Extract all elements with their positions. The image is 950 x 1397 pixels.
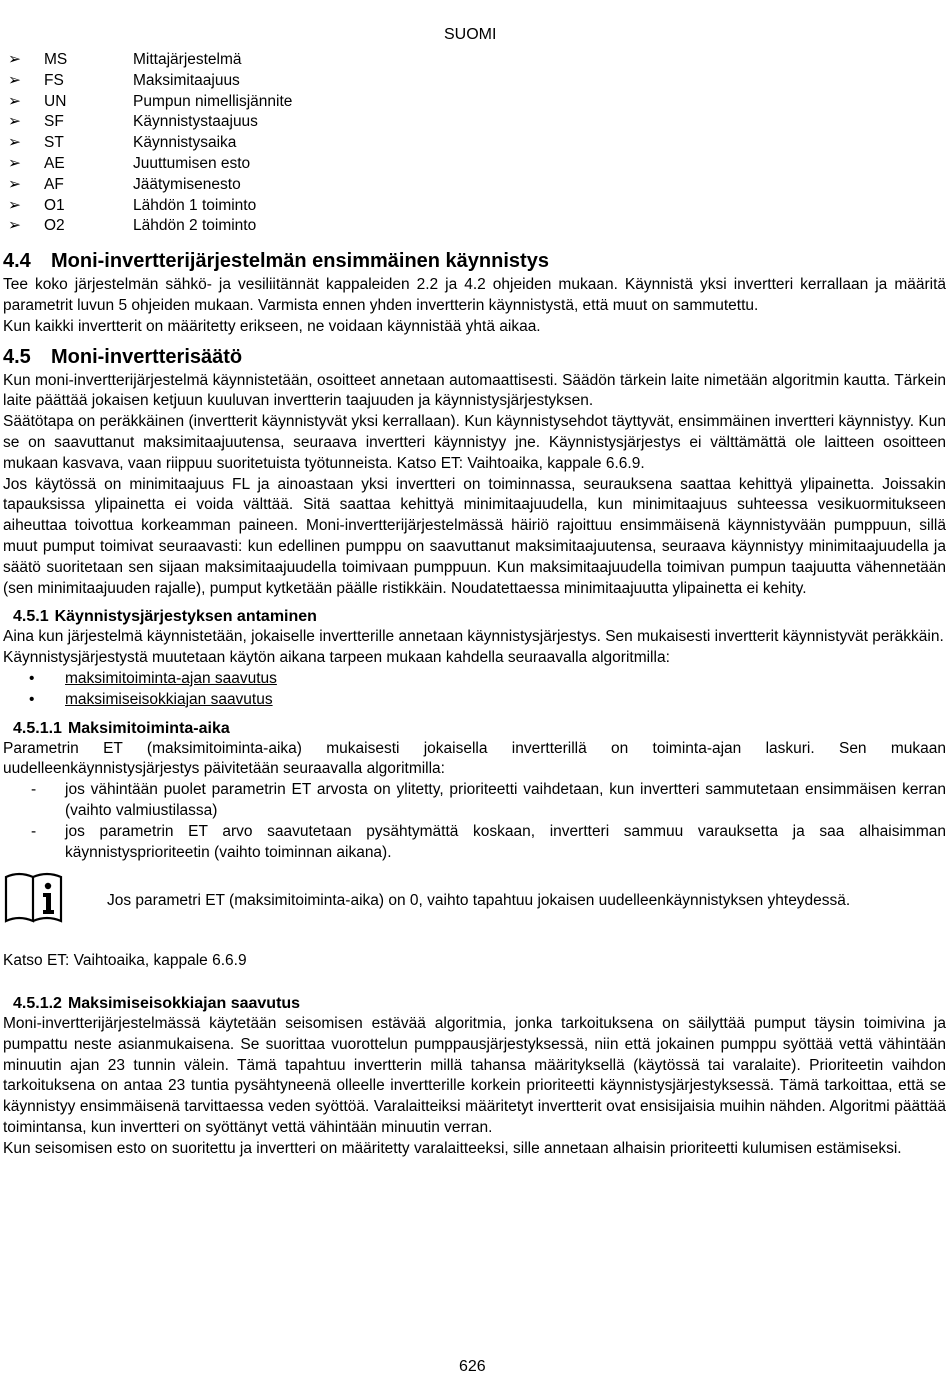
abbreviation-label: Mittajärjestelmä [133, 51, 242, 68]
list-item-text: jos vähintään puolet parametrin ET arvosta on ylitetty, prioriteetti vaihdetaan, kun invertteri sammutetaan ensimmäisen kerran (vaihto valmiustilassa) [65, 781, 946, 819]
dash-list [3, 780, 946, 863]
abbreviation-item [3, 133, 946, 154]
arrow-bullet-icon: ➢ [8, 217, 21, 235]
abbreviation-code: ST [44, 134, 64, 152]
section-number: 4.5 [3, 345, 31, 368]
section-heading-4-5 [3, 345, 946, 369]
abbreviation-label: Jäätymisenesto [133, 175, 241, 193]
abbreviation-code: O2 [44, 217, 65, 235]
arrow-bullet-icon: ➢ [8, 113, 21, 131]
paragraph: Kun moni-invertterijärjestelmä käynnistetään, osoitteet annetaan automaattisesti. Säädön tärkein laite nimetään algoritmin kautta. Tärkein laite päättää jokaisen ketjuun kuuluvan invertterin taajuuden ja käynnistysjärjestyksen. [3, 371, 946, 410]
paragraph: Kun seisomisen esto on suoritettu ja invertteri on määritetty varalaitteeksi, sille annetaan alhaisin prioriteetti kulumisen estämiseksi. [3, 1139, 902, 1157]
arrow-bullet-icon: ➢ [8, 92, 21, 110]
abbreviation-item [3, 50, 946, 71]
section-number: 4.4 [3, 250, 31, 273]
abbreviation-label: Maksimitaajuus [133, 71, 240, 89]
section-heading-4-4 [3, 249, 946, 273]
subsection-title: Maksimiseisokkiajan saavutus [67, 995, 301, 1013]
abbreviation-item [3, 92, 946, 113]
subsection-number: 4.5.1.2 [13, 995, 62, 1013]
abbreviation-label: Käynnistysaika [133, 134, 237, 152]
link-text[interactable]: maksimitoiminta-ajan saavutus [65, 669, 277, 687]
abbreviation-item [3, 71, 946, 92]
abbreviation-list [3, 50, 946, 237]
section-title: Moni-invertterisäätö [51, 345, 243, 368]
abbreviation-code: UN [44, 92, 67, 110]
arrow-bullet-icon: ➢ [8, 134, 21, 152]
abbreviation-code: O1 [44, 196, 65, 214]
list-item [3, 690, 946, 711]
arrow-bullet-icon: ➢ [8, 51, 21, 68]
subsection-number: 4.5.1.1 [13, 719, 62, 737]
subsection-number: 4.5.1 [13, 608, 49, 626]
abbreviation-label: Lähdön 1 toiminto [133, 196, 257, 214]
info-note [3, 869, 946, 925]
abbreviation-code: SF [44, 113, 64, 131]
algorithm-list [3, 669, 946, 711]
abbreviation-item [3, 196, 946, 217]
subsection-heading-4-5-1-2 [13, 993, 946, 1014]
abbreviation-label: Käynnistystaajuus [133, 113, 258, 131]
abbreviation-item [3, 154, 946, 175]
section-title: Moni-invertterijärjestelmän ensimmäinen käynnistys [51, 250, 549, 273]
bullet-icon: • [29, 690, 35, 708]
list-item [3, 780, 946, 822]
spacer [3, 925, 946, 951]
abbreviation-label: Lähdön 2 toiminto [133, 217, 257, 235]
dash-mark: - [31, 781, 37, 799]
abbreviation-item [3, 112, 946, 133]
arrow-bullet-icon: ➢ [8, 71, 21, 89]
paragraph: Moni-invertterijärjestelmässä käytetään seisomisen estävää algoritmia, jonka tarkoituksena on säilyttää pumput täysin toimivina ja pumpattu neste asianmukaisena. Se suorittaa vuorottelun pumppausjärjestyksessä, niin että jokainen pumppu syöttää vettä vähintään minuutin ajan 23 tunnin välein. Tämä tapahtuu invertterin millä tahansa määrityksellä (käytössä tai varalaite). Prioriteetin vaihdon tarkoituksena on antaa 23 tuntia pysähtyneenä olleelle invertterille korkein prioriteetti käynnistysjärjestyksessä. Tämä tarkoittaa, että se käynnistyy ensimmäisenä tarvittaessa veden syöttöä. Varalaitteiksi määritetyt invertterit ovat ensisijaisia muihin nähden. Algoritmi päättää toimintansa, kun invertteri on syöttänyt vettä vähintään minuutin verran. [3, 1015, 946, 1137]
abbreviation-label: Pumpun nimellisjännite [133, 92, 293, 110]
abbreviation-code: AE [44, 154, 65, 172]
abbreviation-label: Juuttumisen esto [133, 154, 251, 172]
info-book-icon [3, 869, 65, 925]
list-item [3, 669, 946, 690]
subsection-title: Käynnistysjärjestyksen antaminen [54, 608, 317, 626]
abbreviation-code: FS [44, 71, 64, 89]
paragraph: Jos käytössä on minimitaajuus FL ja ainoastaan yksi invertteri on toiminnassa, seurauksena saattaa kehittyä ylipainetta. Joissakin tapauksissa ylipainetta ei voida välttää. Sitä saattaa kehittyä minimitaajuudella, kun minimitaajuus suhteessa vesikuormitukseen aiheuttaa toivottua korkeamman paineen. Moni-invertterijärjestelmässä häiriö rajoittuu ensimmäisenä käynnistyvään pumppuun, sillä muut pumput toimivat seuraavasti: kun edellinen pumppu on saavuttanut maksimitaajuutensa, seuraava käynnistyy minimitaajuudella ja säätö suoritetaan sen sijaan maksimitaajuudella toimivaan pumppuun. Kun maksimitaajuudella toimivan pumpun taajuutta vähennetään (sen minimitaajuuden rajalle), pumput kytketään päälle ristikkäin. Noudatettaessa minimitaajuutta ylipainetta ei kehity. [3, 475, 946, 597]
arrow-bullet-icon: ➢ [8, 175, 21, 193]
language-label: SUOMI [444, 26, 497, 43]
subsection-title: Maksimitoiminta-aika [67, 719, 230, 737]
subsection-heading-4-5-1 [13, 606, 946, 627]
paragraph: Parametrin ET (maksimitoiminta-aika) mukaisesti jokaisella invertterillä on toiminta-ajan laskuri. Sen mukaan uudelleenkäynnistysjärjestys päivitetään seuraavalla algoritmilla: [3, 739, 946, 778]
paragraph: Aina kun järjestelmä käynnistetään, jokaiselle invertterille annetaan käynnistysjärjestys. Sen mukaisesti invertterit käynnistyvät peräkkäin. [3, 628, 944, 646]
dash-mark: - [31, 822, 37, 840]
paragraph: Kun kaikki invertterit on määritetty erikseen, ne voidaan käynnistää yhtä aikaa. [3, 317, 541, 335]
list-item [3, 822, 946, 864]
paragraph: Katso ET: Vaihtoaika, kappale 6.6.9 [3, 952, 247, 970]
subsection-heading-4-5-1-1 [13, 718, 946, 739]
list-item-text: jos parametrin ET arvo saavutetaan pysähtymättä koskaan, invertteri sammuu varauksetta ja saa alhaisimman käynnistysprioriteetin (vaihto toiminnan aikana). [65, 822, 946, 861]
bullet-icon: • [29, 669, 35, 687]
abbreviation-item [3, 216, 946, 237]
paragraph: Käynnistysjärjestystä muutetaan käytön aikana tarpeen mukaan kahdella seuraavalla algoritmilla: [3, 649, 670, 667]
note-text: Jos parametri ET (maksimitoiminta-aika) on 0, vaihto tapahtuu jokaisen uudelleenkäynnistyksen yhteydessä. [107, 892, 851, 910]
page-content [3, 50, 946, 1160]
abbreviation-code: AF [44, 175, 64, 193]
spacer [3, 972, 946, 986]
arrow-bullet-icon: ➢ [8, 154, 21, 172]
abbreviation-code: MS [44, 51, 68, 68]
link-text[interactable]: maksimiseisokkiajan saavutus [65, 690, 273, 708]
abbreviation-item [3, 175, 946, 196]
page-number: 626 [459, 1358, 486, 1375]
paragraph: Tee koko järjestelmän sähkö- ja vesiliitännät kappaleiden 2.2 ja 4.2 ohjeiden mukaan. Käynnistä yksi invertteri kerrallaan ja määritä parametrit luvun 5 ohjeiden mukaan. Varmista ennen yhden invertterin käynnistystä, että muut on sammutettu. [3, 276, 946, 314]
paragraph: Säätötapa on peräkkäinen (invertterit käynnistyvät yksi kerrallaan). Kun käynnistysehdot täyttyvät, ensimmäinen invertteri käynnistyy. Kun se on saavuttanut maksimitaajuutensa, seuraava invertteri käynnistyy jne. Käynnistysjärjestys ei välttämättä ole laitteen osoitteen mukaan kasvava, vaan riippuu suoritetuista työtunneista. Katso ET: Vaihtoaika, kappale 6.6.9. [3, 413, 946, 472]
arrow-bullet-icon: ➢ [8, 196, 21, 214]
